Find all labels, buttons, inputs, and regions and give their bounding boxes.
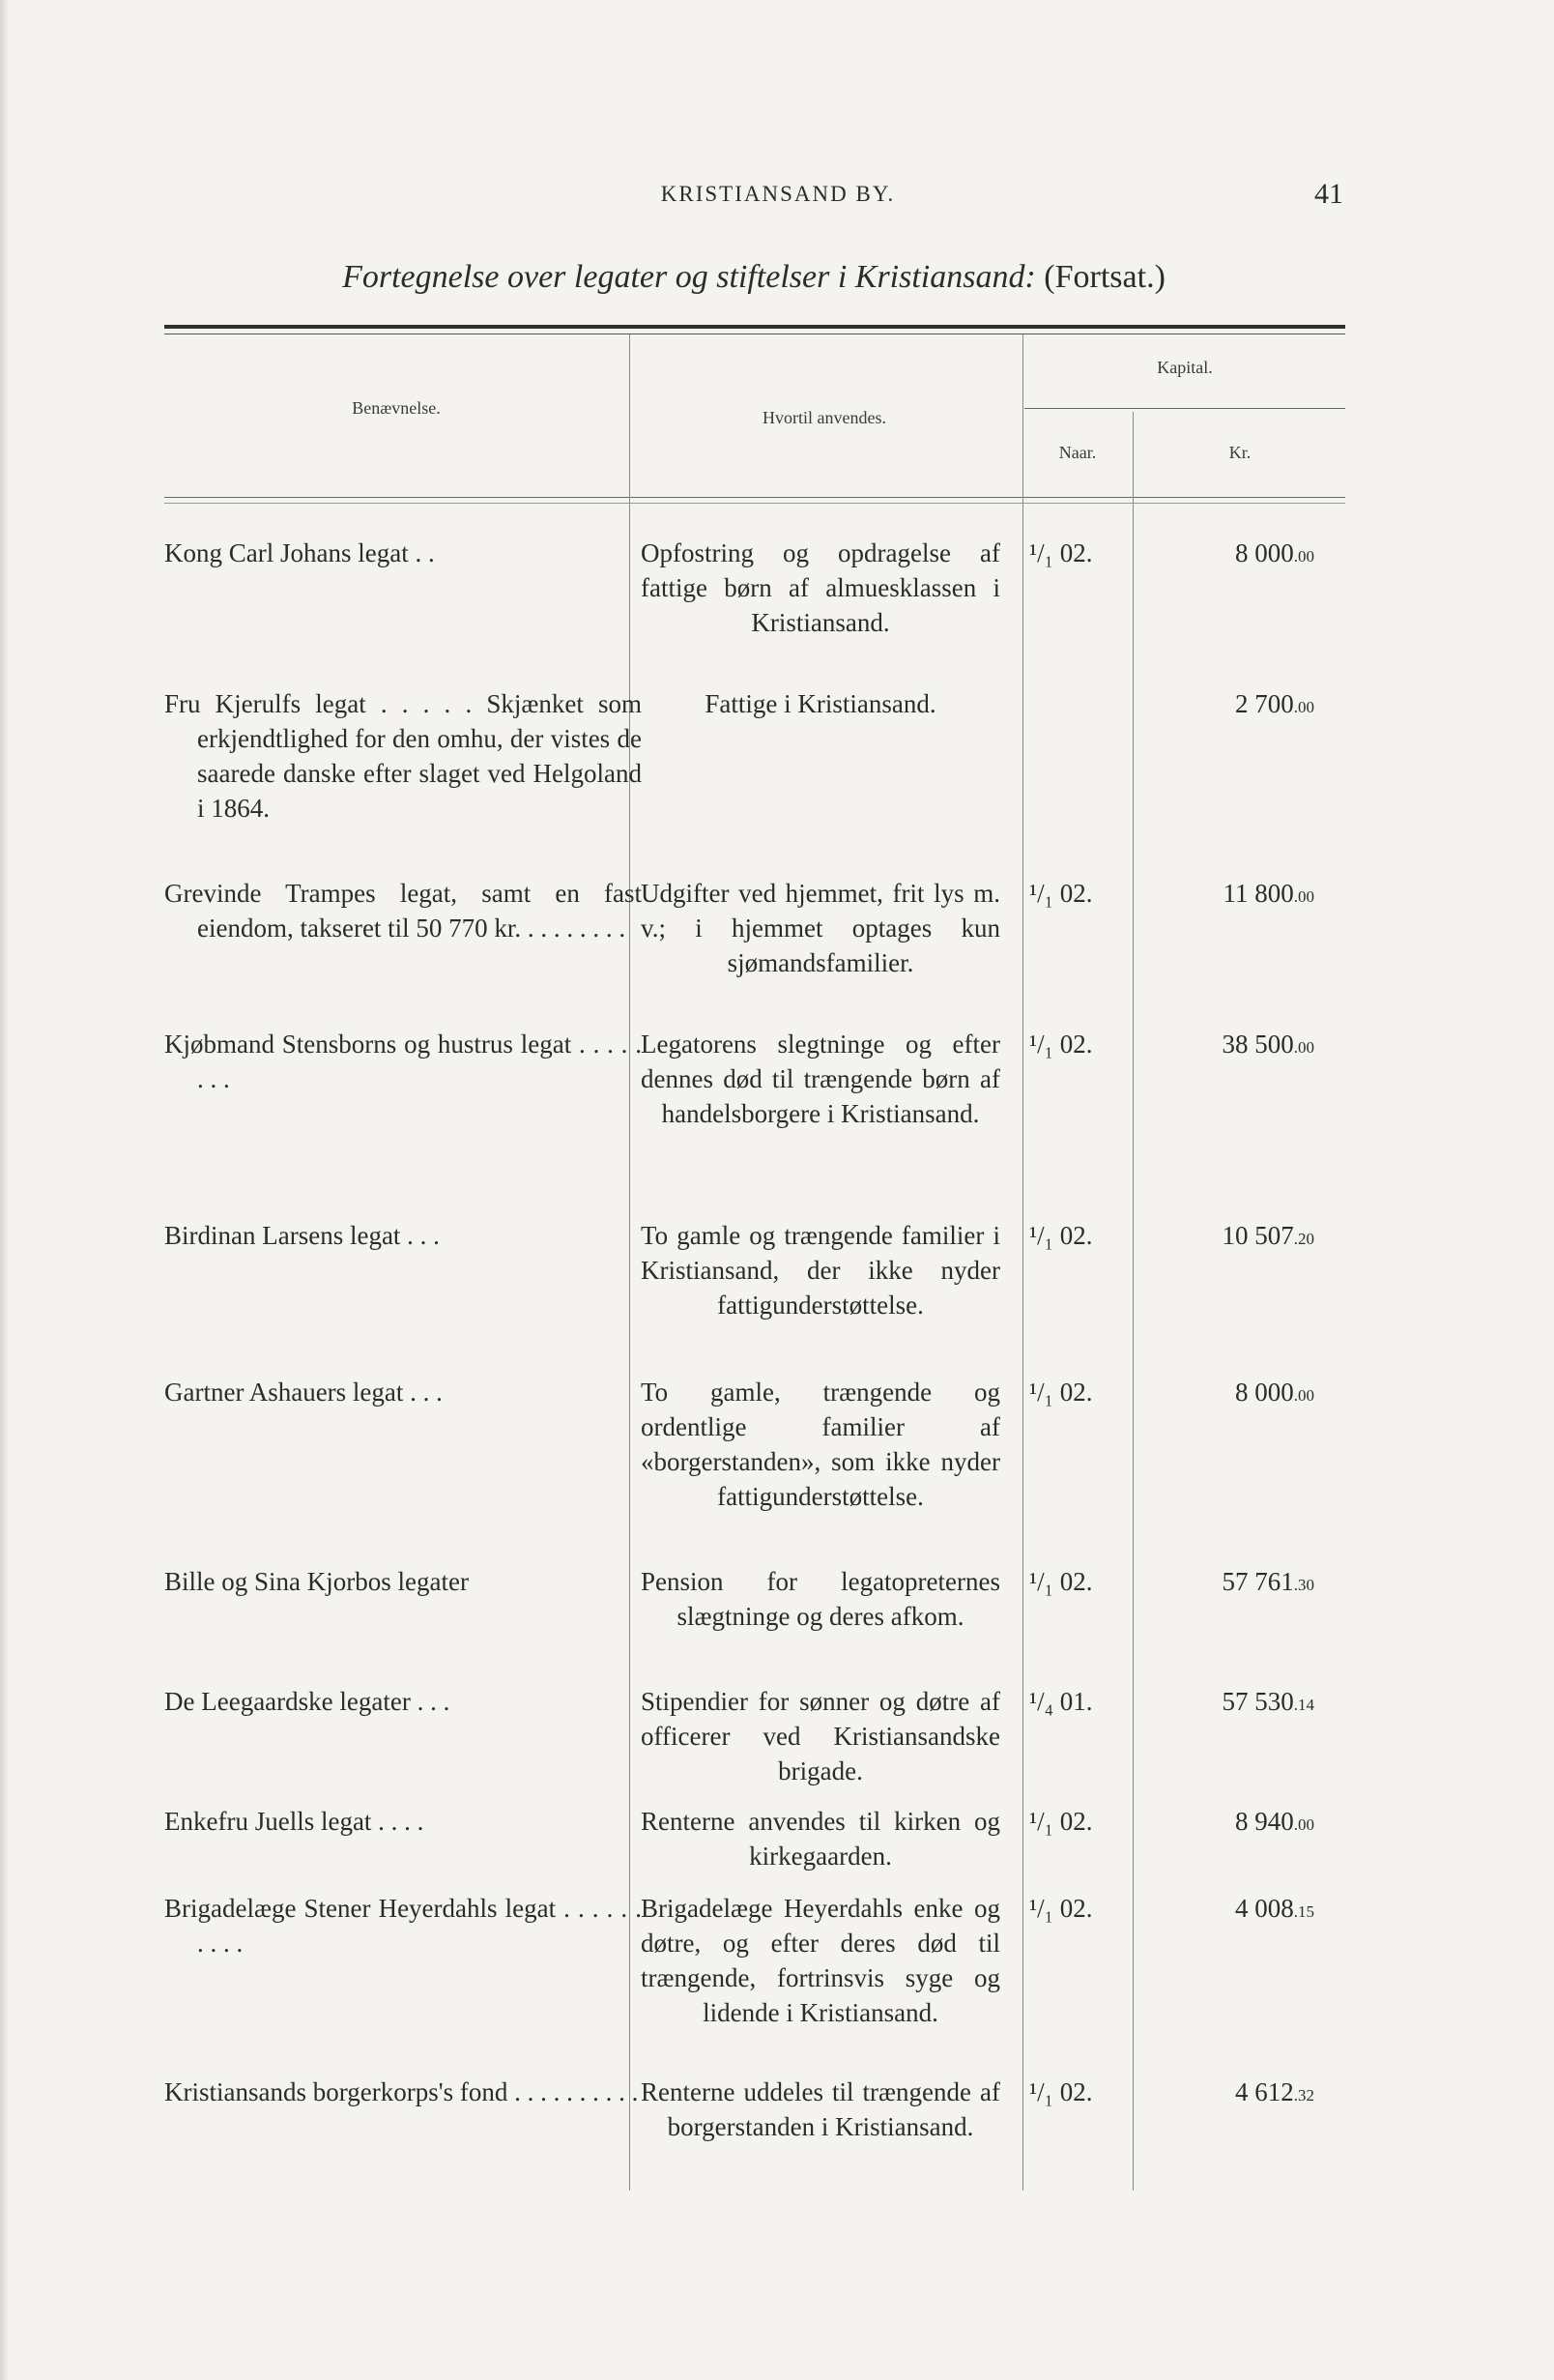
legat-use: Udgifter ved hjemmet, frit lys m. v.; i hjemmet optages kun sjømandsfamilier. [641,879,1000,977]
kr-ore: .00 [1293,887,1314,906]
legat-naar: ¹/₁ 02. [1029,2077,1093,2106]
legat-kr [1131,1891,1314,1930]
legat-naar: ¹/₁ 02. [1029,1030,1093,1059]
legat-kr [1131,1684,1314,1723]
table-caption [164,259,1343,296]
header-benaevnelse: Benævnelse. [352,398,441,418]
kr-ore: .00 [1293,1386,1314,1405]
legat-kr [1131,536,1314,574]
caption-title: Fortegnelse over legater og stiftelser i Kristiansand: [342,259,1036,295]
legat-naar: ¹/₁ 02. [1029,879,1093,908]
kr-whole: 38 500 [1222,1030,1294,1059]
header-rule-1 [164,497,1345,498]
legat-use: Renterne uddeles til trængende af borgerstanden i Kristiansand. [641,2077,1000,2141]
legat-kr [1131,876,1314,914]
kr-whole: 4 008 [1235,1894,1294,1923]
legat-kr [1131,1218,1314,1257]
legat-use: Stipendier for sønner og døtre af officerer ved Kristiansandske brigade. [641,1687,1000,1785]
running-title: KRISTIANSAND BY. [660,182,896,206]
kr-ore: .20 [1293,1230,1314,1248]
kr-whole: 8 000 [1235,1378,1294,1407]
legat-use: Pension for legatopreternes slægtninge og deres afkom. [641,1567,1000,1631]
kr-ore: .14 [1293,1696,1314,1714]
kr-whole: 10 507 [1222,1221,1294,1250]
kr-whole: 2 700 [1235,689,1294,718]
legat-naar: ¹/₁ 02. [1029,1567,1093,1596]
legat-kr [1131,1804,1314,1843]
legat-name: Birdinan Larsens legat . . . [164,1221,440,1250]
legat-naar: ¹/₁ 02. [1029,1894,1093,1923]
legat-kr [1131,1375,1314,1413]
legat-use: Legatorens slegtninge og efter dennes død til trængende børn af handelsborgere i Kristiansand. [641,1030,1000,1128]
kr-ore: .15 [1293,1902,1314,1921]
kr-ore: .00 [1293,1038,1314,1057]
kr-ore: .32 [1293,2086,1314,2104]
legat-naar: ¹/₁ 02. [1029,1221,1093,1250]
kapital-underline [1024,408,1345,409]
kr-whole: 8 000 [1235,538,1294,567]
page-number: 41 [1314,178,1343,210]
legat-name: Kjøbmand Stensborns og hustrus legat . . . . . . . . [164,1030,642,1093]
legater-table [164,334,1345,2200]
kr-whole: 11 800 [1223,879,1294,908]
legat-kr [1131,686,1314,725]
kr-whole: 57 530 [1222,1687,1294,1716]
column-divider-2 [1022,334,1023,2191]
legat-name: Kong Carl Johans legat . . [164,538,435,567]
header-kapital: Kapital. [1157,358,1213,377]
legat-naar: ¹/₁ 02. [1029,538,1093,567]
legat-name: Grevinde Trampes legat, samt en fast eiendom, takseret til 50 770 kr. . . . . . . . . [164,879,642,943]
legat-kr [1131,2075,1314,2113]
legat-use: Renterne anvendes til kirken og kirkegaarden. [641,1807,1000,1871]
kr-ore: .00 [1293,698,1314,716]
legat-use: Brigadelæge Heyerdahls enke og døtre, og efter deres død til trængende, fortrinsvis syge og lidende i Kristiansand. [641,1894,1000,2027]
legat-name: De Leegaardske legater . . . [164,1687,450,1716]
caption-continued: (Fortsat.) [1044,259,1166,295]
running-head [164,178,1343,220]
header-kr: Kr. [1228,443,1252,462]
header-naar: Naar. [1058,443,1097,462]
kr-ore: .00 [1293,547,1314,566]
legat-naar: ¹/₄ 01. [1029,1687,1093,1716]
header-hvortil: Hvortil anvendes. [763,408,886,427]
legat-name: Brigadelæge Stener Heyerdahls legat . . . . . . . . . . [164,1894,642,1958]
legat-name: Gartner Ashauers legat . . . [164,1378,443,1407]
legat-name: Enkefru Juells legat . . . . [164,1807,424,1836]
legat-use: To gamle og trængende familier i Kristiansand, der ikke nyder fattigunderstøttelse. [641,1221,1000,1320]
legat-kr [1131,1564,1314,1603]
header-rule-2 [164,503,1345,504]
legat-name: Bille og Sina Kjorbos legater [164,1567,469,1596]
kr-whole: 57 761 [1222,1567,1294,1596]
legat-use: To gamle, trængende og ordentlige familier af «borgerstanden», som ikke nyder fattigunderstøttelse. [641,1378,1000,1511]
legat-kr [1131,1027,1314,1065]
legat-name: Fru Kjerulfs legat . . . . . Skjænket som erkjendtlighed for den omhu, der vistes de saarede danske efter slaget ved Helgoland i 1864. [164,689,642,823]
legat-naar: ¹/₁ 02. [1029,1378,1093,1407]
legat-name: Kristiansands borgerkorps's fond . . . . . . . . . . [164,2077,639,2106]
legat-naar: ¹/₁ 02. [1029,1807,1093,1836]
kr-ore: .00 [1293,1815,1314,1834]
top-rule-thick [164,325,1345,329]
kr-whole: 4 612 [1235,2077,1294,2106]
kr-ore: .30 [1293,1576,1314,1594]
page-edge [0,0,8,2380]
kr-whole: 8 940 [1235,1807,1294,1836]
legat-use: Fattige i Kristiansand. [705,689,936,718]
legat-use: Opfostring og opdragelse af fattige børn af almuesklassen i Kristiansand. [641,538,1000,637]
